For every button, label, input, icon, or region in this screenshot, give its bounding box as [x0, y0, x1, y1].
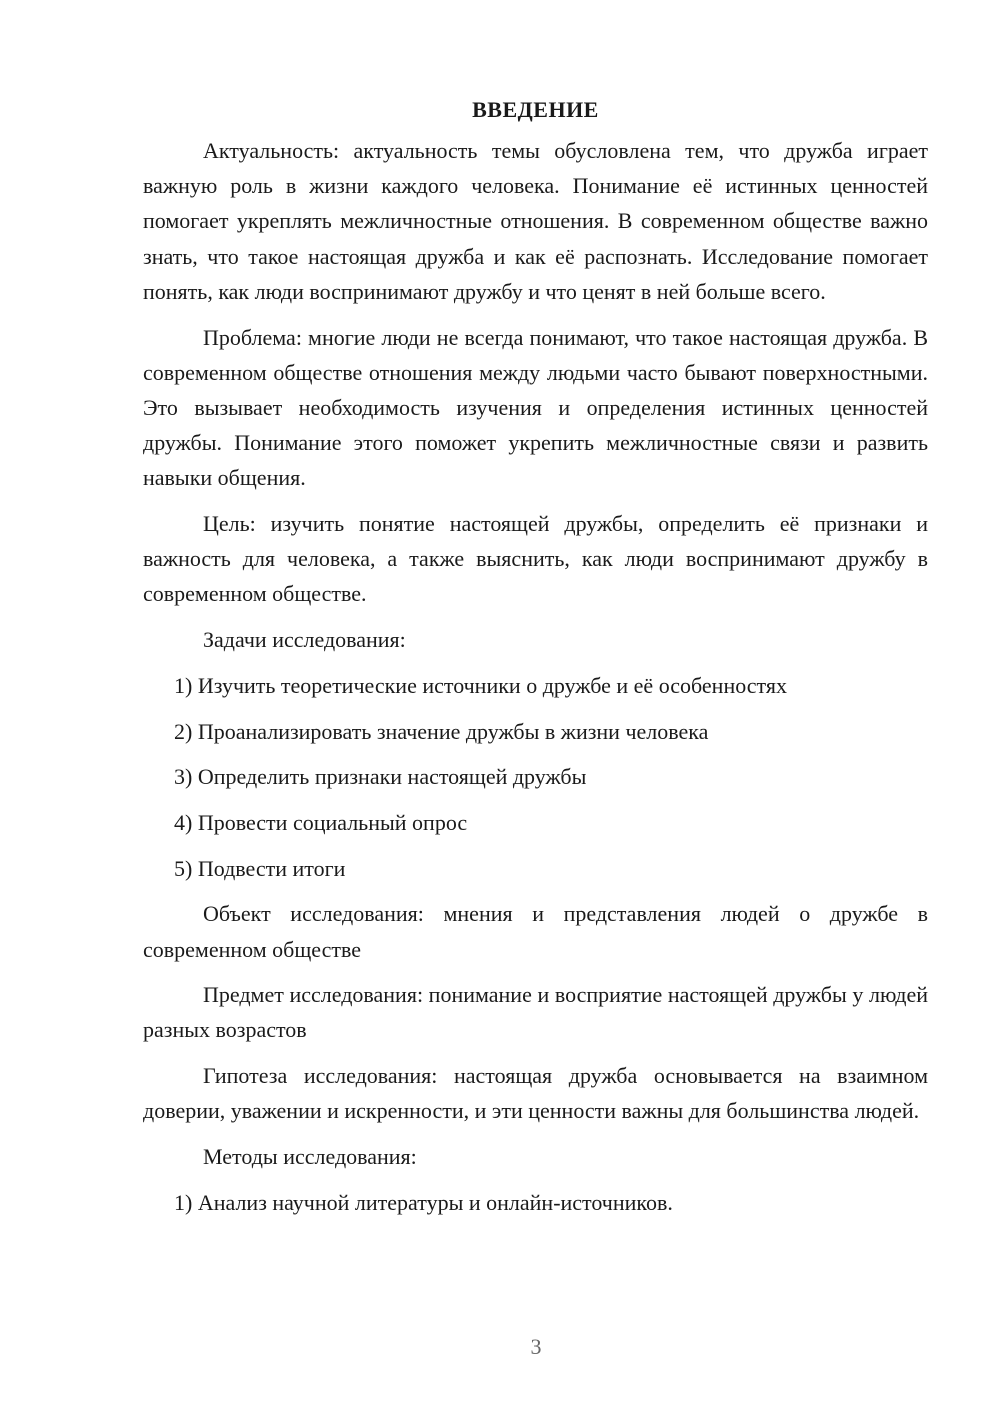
relevance-paragraph: Актуальность: актуальность темы обусловлена тем, что дружба играет важную роль в жизни каждого человека. Понимание её истинных ценностей помогает укреплять межличностные отношения. В современном обществе важно знать, что такое настоящая дружба и как её распознать. Исследование помогает понять, как люди воспринимают дружбу и что ценят в ней больше всего. — [143, 138, 928, 304]
list-item: 3) Определить признаки настоящей дружбы — [174, 764, 587, 790]
list-item: 1) Анализ научной литературы и онлайн-источников. — [174, 1189, 673, 1215]
tasks-heading: Задачи исследования: — [203, 627, 406, 653]
page-title: ВВЕДЕНИЕ — [472, 97, 599, 122]
list-item: 2) Проанализировать значение дружбы в жизни человека — [174, 718, 709, 744]
page-number: 3 — [530, 1334, 542, 1359]
methods-list — [143, 1185, 928, 1220]
goal-paragraph: Цель: изучить понятие настоящей дружбы, определить её признаки и важность для человека, а также выяснить, как люди воспринимают дружбу в современном обществе. — [143, 511, 928, 607]
list-item: 1) Изучить теоретические источники о дружбе и её особенностях — [174, 672, 787, 698]
subject-paragraph: Предмет исследования: понимание и восприятие настоящей дружбы у людей разных возрастов — [143, 982, 928, 1043]
tasks-list — [143, 668, 928, 886]
list-item: 4) Провести социальный опрос — [174, 809, 468, 835]
methods-heading: Методы исследования: — [203, 1144, 417, 1170]
problem-paragraph: Проблема: многие люди не всегда понимают, что такое настоящая дружба. В современном обществе отношения между людьми часто бывают поверхностными. Это вызывает необходимость изучения и определения истинных ценностей дружбы. Понимание этого поможет укрепить межличностные связи и развить навыки общения. — [143, 324, 928, 491]
document-page — [143, 95, 928, 1230]
list-item: 5) Подвести итоги — [174, 855, 346, 881]
object-paragraph: Объект исследования: мнения и представления людей о дружбе в современном обществе — [143, 901, 928, 962]
hypothesis-paragraph: Гипотеза исследования: настоящая дружба основывается на взаимном доверии, уважении и искренности, и эти ценности важны для большинства людей. — [143, 1063, 928, 1124]
